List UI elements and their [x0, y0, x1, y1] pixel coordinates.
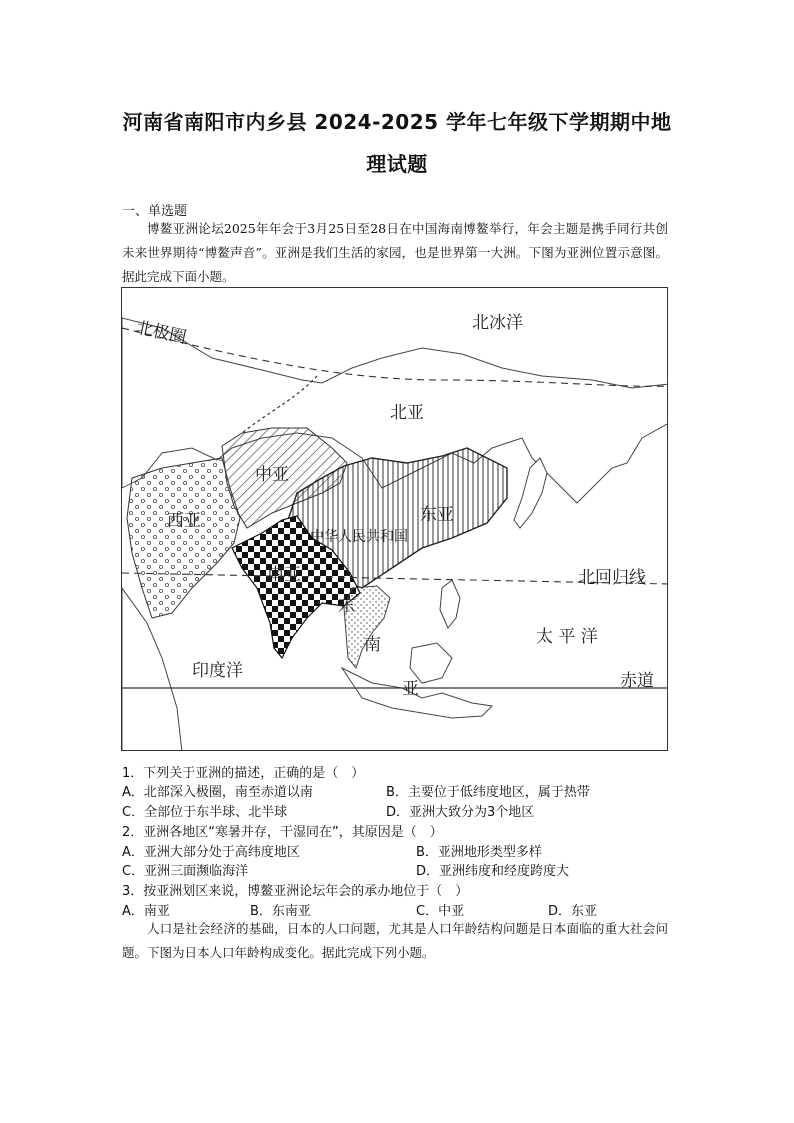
page-title-line2: 理试题 [366, 152, 428, 176]
question-2-option-d[interactable]: D．亚洲纬度和经度跨度大 [416, 864, 570, 879]
map-label-arctic-circle: 北极圈 [133, 317, 189, 349]
section-heading: 一、单选题 [122, 204, 188, 219]
question-3-option-b[interactable]: B．东南亚 [250, 904, 311, 919]
map-label-pacific-ocean: 太 平 洋 [536, 627, 598, 647]
question-2-option-c[interactable]: C．亚洲三面濒临海洋 [122, 864, 249, 879]
question-1-option-a[interactable]: A．北部深入极圈，南至赤道以南 [122, 785, 313, 800]
question-2-stem: 2．亚洲各地区“寒暑并存，干湿同在”，其原因是（ ） [122, 825, 443, 840]
japan-islands [514, 458, 547, 528]
intro-paragraph-1: 博鳌亚洲论坛2025年年会于3月25日至28日在中国海南博鳌举行，年会主题是携手同行共创未来世界期待“博鳌声音”。亚洲是我们生活的家园，也是世界第一大洲。下图为亚洲位置示意图。据此完成下面小题。 [122, 221, 668, 284]
question-1-option-b[interactable]: B．主要位于低纬度地区，属于热带 [386, 785, 590, 800]
map-label-southeast-nan: 南 [364, 635, 381, 655]
map-label-south-asia: 南亚 [267, 565, 301, 585]
map-label-southeast-ya: 亚 [402, 679, 419, 699]
question-1-stem: 1．下列关于亚洲的描述，正确的是（ ） [122, 766, 365, 781]
philippines-islands [440, 580, 460, 628]
question-3-option-c[interactable]: C．中亚 [416, 904, 465, 919]
map-label-arctic-ocean: 北冰洋 [472, 313, 523, 333]
question-3-option-a[interactable]: A．南亚 [122, 904, 170, 919]
question-1-option-d[interactable]: D．亚洲大致分为3个地区 [386, 805, 535, 820]
map-label-tropic-of-cancer: 北回归线 [578, 568, 646, 588]
map-label-north-asia: 北亚 [390, 403, 424, 423]
map-label-east-asia: 东亚 [420, 505, 454, 525]
map-label-west-asia: 西亚 [167, 511, 201, 531]
question-2-option-b[interactable]: B．亚洲地形类型多样 [416, 845, 542, 860]
west-asia-region [127, 458, 240, 618]
question-3-stem: 3．按亚洲划区来说，博鳌亚洲论坛年会的承办地位于（ ） [122, 884, 469, 899]
map-label-china: 中华人民共和国 [310, 529, 408, 545]
asia-map-drawing [122, 288, 668, 751]
intro-paragraph-2: 人口是社会经济的基础，日本的人口问题，尤其是人口年龄结构问题是日本面临的重大社会问题。下图为日本人口年龄构成变化。据此完成下列小题。 [122, 921, 668, 960]
asia-location-map [121, 287, 668, 751]
question-1-option-c[interactable]: C．全部位于东半球、北半球 [122, 805, 288, 820]
question-3-option-d[interactable]: D．东亚 [548, 904, 598, 919]
map-label-central-asia: 中亚 [255, 465, 289, 485]
question-2-option-a[interactable]: A．亚洲大部分处于高纬度地区 [122, 845, 300, 860]
page-title-line1: 河南省南阳市内乡县 2024-2025 学年七年级下学期期中地 [122, 110, 672, 134]
map-label-indian-ocean: 印度洋 [192, 661, 243, 681]
map-label-equator: 赤道 [620, 671, 654, 691]
map-label-southeast-dong: 东 [338, 596, 355, 616]
